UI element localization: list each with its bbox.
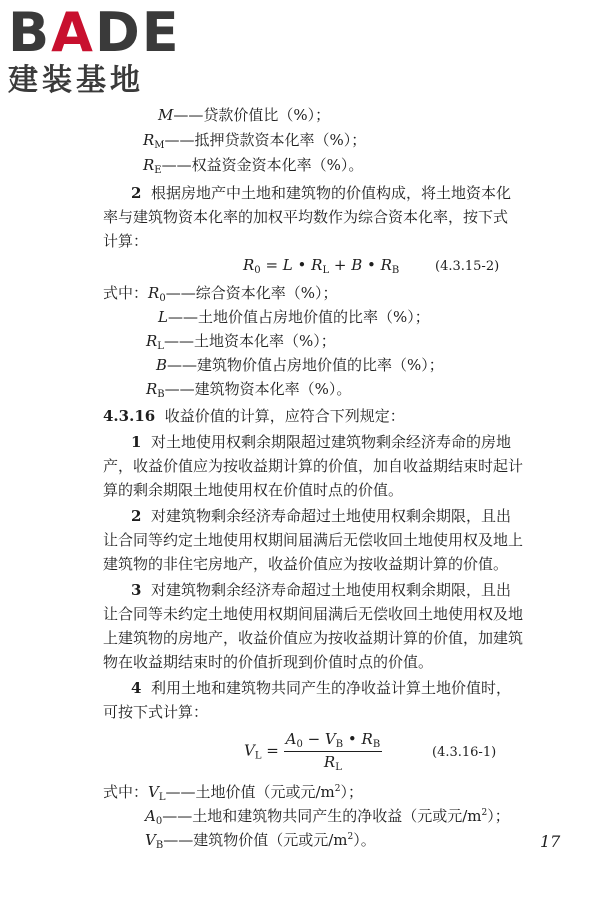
equation-4-3-15-2: $R_0 = L$ • $R_L + B$ • $R_B$ [243, 256, 400, 276]
paragraph-line: 率与建筑物资本化率的加权平均数作为综合资本化率，按下式 [103, 208, 509, 226]
equation-4-3-16-1: $V_L$ = $\frac{A_0 - V_B • R_B}{R_L}$ [244, 730, 381, 773]
paragraph-line: 让合同等未约定土地使用权期间届满后无偿收回土地使用权及地 [103, 605, 524, 623]
paragraph-line: 算的剩余期限土地使用权在价值时点的价值。 [103, 481, 404, 499]
def-line: B——建筑物价值占房地价值的比率（%）； [156, 356, 444, 374]
def-line: 式中：$V_L——$土地价值（元或元$/m^2$）； [103, 783, 364, 803]
section-heading: 4.3.16 收益价值的计算，应符合下列规定： [103, 407, 405, 425]
def-line: $R_M——$抵押贷款资本化率（%）； [143, 131, 367, 151]
def-line: L——土地价值占房地价值的比率（%）； [158, 308, 430, 326]
paragraph-line: 3 对建筑物剩余经济寿命超过土地使用权剩余期限，且出 [131, 581, 511, 599]
equation-number: (4.3.15-2) [435, 259, 500, 274]
paragraph-line: 产，收益价值应为按收益期计算的价值，加自收益期结束时起计 [103, 457, 524, 475]
paragraph-line: 2 对建筑物剩余经济寿命超过土地使用权剩余期限，且出 [131, 507, 511, 525]
def-line: $V_B——$建筑物价值（元或元$/m^2$）。 [145, 831, 376, 851]
def-line: 式中：$R_0——$综合资本化率（%）； [103, 284, 338, 304]
def-line: $R_B——$建筑物资本化率（%）。 [146, 380, 352, 400]
paragraph-line: 上建筑物的房地产，收益价值应为按收益期计算的价值，加建筑 [103, 629, 524, 647]
paragraph-line: 1 对土地使用权剩余期限超过建筑物剩余经济寿命的房地 [131, 433, 511, 451]
paragraph-line: 计算： [103, 232, 149, 250]
fraction-numerator: $A_0 - V_B$ • $R_B$ [285, 730, 381, 750]
def-line: $R_E——$权益资金资本化率（%）。 [143, 156, 364, 176]
fraction-denominator: $R_L$ [323, 753, 342, 773]
def-line: M——贷款价值比（%）； [158, 106, 331, 124]
def-line: $A_0——$土地和建筑物共同产生的净收益（元或元$/m^2$）； [145, 807, 510, 827]
paragraph-line: 4 利用土地和建筑物共同产生的净收益计算土地价值时， [131, 679, 511, 697]
brand-logo [8, 1, 181, 98]
logo-wordmark: BADE [8, 1, 181, 64]
equation-number: (4.3.16-1) [432, 745, 497, 760]
def-line: $R_L——$土地资本化率（%）； [146, 332, 336, 352]
logo-subtitle: 建装基地 [8, 63, 144, 98]
fraction [284, 730, 383, 773]
paragraph-line: 建筑物的非住宅房地产，收益价值应为按收益期计算的价值。 [103, 555, 509, 573]
paragraph-line: 让合同等约定土地使用权期间届满后无偿收回土地使用权及地上 [103, 531, 524, 549]
paragraph-line: 2 根据房地产中土地和建筑物的价值构成，将土地资本化 [131, 184, 511, 202]
paragraph-line: 可按下式计算： [103, 703, 209, 721]
page-number: 17 [540, 832, 561, 851]
paragraph-line: 物在收益期结束时的价值折现到价值时点的价值。 [103, 653, 434, 671]
